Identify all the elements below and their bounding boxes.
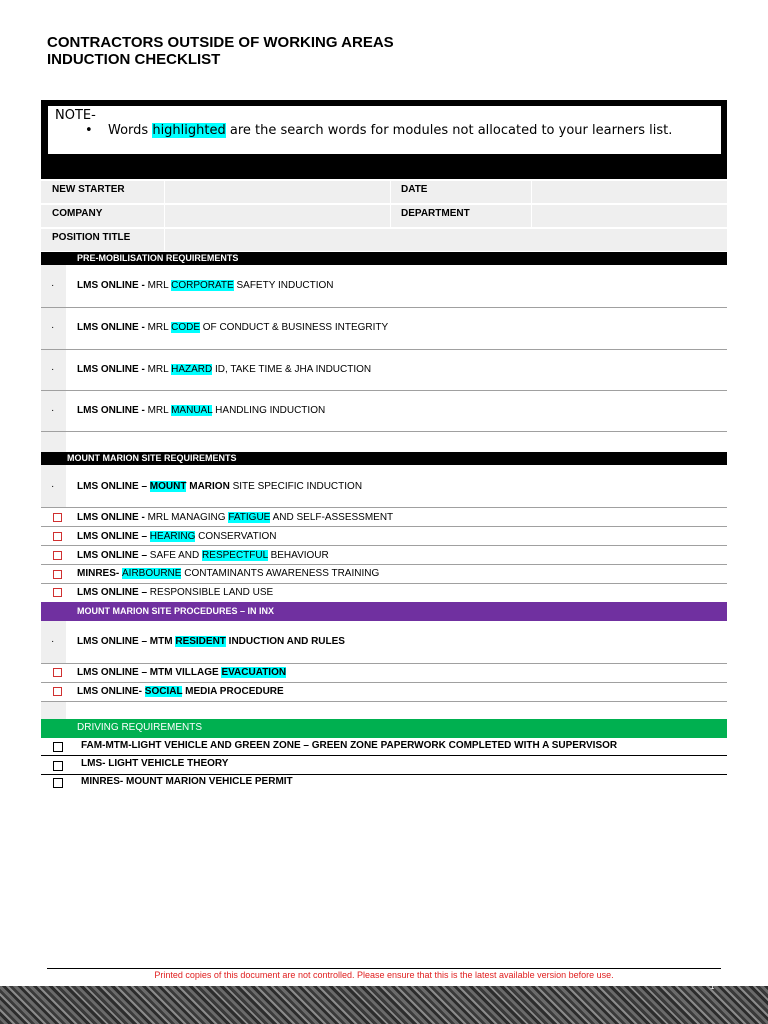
footer-disclaimer: Printed copies of this document are not controlled. Please ensure that this is the latest available version before use. bbox=[154, 970, 614, 980]
checkbox[interactable] bbox=[53, 778, 63, 788]
note-post: are the search words for modules not allocated to your learners list. bbox=[225, 123, 673, 138]
department-label: DEPARTMENT bbox=[401, 208, 470, 219]
checkbox[interactable] bbox=[53, 513, 62, 522]
section-title: PRE-MOBILISATION REQUIREMENTS bbox=[77, 253, 239, 263]
page-number: 1 bbox=[710, 982, 715, 991]
checkbox[interactable] bbox=[53, 742, 63, 752]
title-line-1: CONTRACTORS OUTSIDE OF WORKING AREAS bbox=[47, 34, 394, 51]
checkbox[interactable] bbox=[53, 570, 62, 579]
site-item-1: LMS ONLINE - MRL MANAGING FATIGUE AND SELF-ASSESSMENT bbox=[41, 508, 727, 526]
site-item-5: LMS ONLINE – RESPONSIBLE LAND USE bbox=[41, 584, 727, 602]
spacer-row bbox=[41, 702, 727, 719]
footer-image-band bbox=[0, 986, 768, 1024]
date-label: DATE bbox=[401, 184, 428, 195]
pre-mob-item-2: · LMS ONLINE - MRL CODE OF CONDUCT & BUSINESS INTEGRITY bbox=[41, 308, 727, 349]
section-mount-marion bbox=[41, 452, 727, 465]
checkbox[interactable] bbox=[53, 687, 62, 696]
note-label: NOTE- bbox=[55, 108, 96, 123]
driving-item-3: MINRES- MOUNT MARION VEHICLE PERMIT bbox=[41, 775, 727, 793]
section-title: MOUNT MARION SITE REQUIREMENTS bbox=[67, 453, 237, 463]
section-procedures bbox=[41, 602, 727, 621]
driving-item-2: LMS- LIGHT VEHICLE THEORY bbox=[41, 756, 727, 774]
position-title-field[interactable] bbox=[165, 229, 727, 251]
bullet-dot: · bbox=[51, 481, 55, 492]
new-starter-label: NEW STARTER bbox=[52, 184, 125, 195]
note-text bbox=[108, 123, 672, 138]
document-title bbox=[47, 34, 394, 68]
checkbox[interactable] bbox=[53, 668, 62, 677]
company-field[interactable] bbox=[165, 205, 390, 227]
site-item-3: LMS ONLINE – SAFE AND RESPECTFUL BEHAVIOUR bbox=[41, 546, 727, 564]
site-item-4: MINRES- AIRBOURNE CONTAMINANTS AWARENESS TRAINING bbox=[41, 565, 727, 583]
bullet-dot: · bbox=[51, 280, 55, 291]
note-highlight: highlighted bbox=[152, 123, 226, 138]
site-main-item: · LMS ONLINE – MOUNT MARION SITE SPECIFIC INDUCTION bbox=[41, 465, 727, 507]
bullet-dot: · bbox=[51, 364, 55, 375]
driving-item-1: FAM-MTM-LIGHT VEHICLE AND GREEN ZONE – GREEN ZONE PAPERWORK COMPLETED WITH A SUPERVISOR bbox=[41, 738, 727, 755]
bullet-dot: · bbox=[51, 322, 55, 333]
company-label: COMPANY bbox=[52, 208, 103, 219]
proc-item-1: LMS ONLINE – MTM VILLAGE EVACUATION bbox=[41, 664, 727, 682]
title-line-2: INDUCTION CHECKLIST bbox=[47, 51, 221, 68]
date-field[interactable] bbox=[532, 181, 727, 203]
section-title: MOUNT MARION SITE PROCEDURES – IN INX bbox=[77, 606, 275, 616]
pre-mob-item-1: · LMS ONLINE - MRL CORPORATE SAFETY INDUCTION bbox=[41, 265, 727, 307]
checkbox[interactable] bbox=[53, 551, 62, 560]
bullet-dot: · bbox=[51, 405, 55, 416]
section-title: DRIVING REQUIREMENTS bbox=[77, 722, 203, 733]
position-title-label: POSITION TITLE bbox=[52, 232, 131, 243]
row-company bbox=[41, 205, 727, 227]
section-pre-mobilisation bbox=[41, 252, 727, 265]
site-item-2: LMS ONLINE – HEARING CONSERVATION bbox=[41, 527, 727, 545]
row-position bbox=[41, 229, 727, 251]
new-starter-field[interactable] bbox=[165, 181, 390, 203]
pre-mob-item-3: · LMS ONLINE - MRL HAZARD ID, TAKE TIME & JHA INDUCTION bbox=[41, 350, 727, 390]
section-driving bbox=[41, 719, 727, 738]
checkbox[interactable] bbox=[53, 532, 62, 541]
note-bullet: • bbox=[85, 123, 93, 138]
pre-mob-item-4: · LMS ONLINE - MRL MANUAL HANDLING INDUCTION bbox=[41, 391, 727, 431]
spacer-row bbox=[41, 432, 727, 452]
department-field[interactable] bbox=[532, 205, 727, 227]
proc-main-item: · LMS ONLINE – MTM RESIDENT INDUCTION AND RULES bbox=[41, 621, 727, 663]
proc-item-2: LMS ONLINE- SOCIAL MEDIA PROCEDURE bbox=[41, 683, 727, 701]
note-inner bbox=[48, 106, 721, 154]
note-box bbox=[41, 100, 727, 179]
row-new-starter bbox=[41, 181, 727, 203]
bullet-dot: · bbox=[51, 636, 55, 647]
note-pre: Words bbox=[108, 123, 153, 138]
checkbox[interactable] bbox=[53, 761, 63, 771]
checkbox[interactable] bbox=[53, 588, 62, 597]
footer-divider bbox=[47, 968, 721, 969]
